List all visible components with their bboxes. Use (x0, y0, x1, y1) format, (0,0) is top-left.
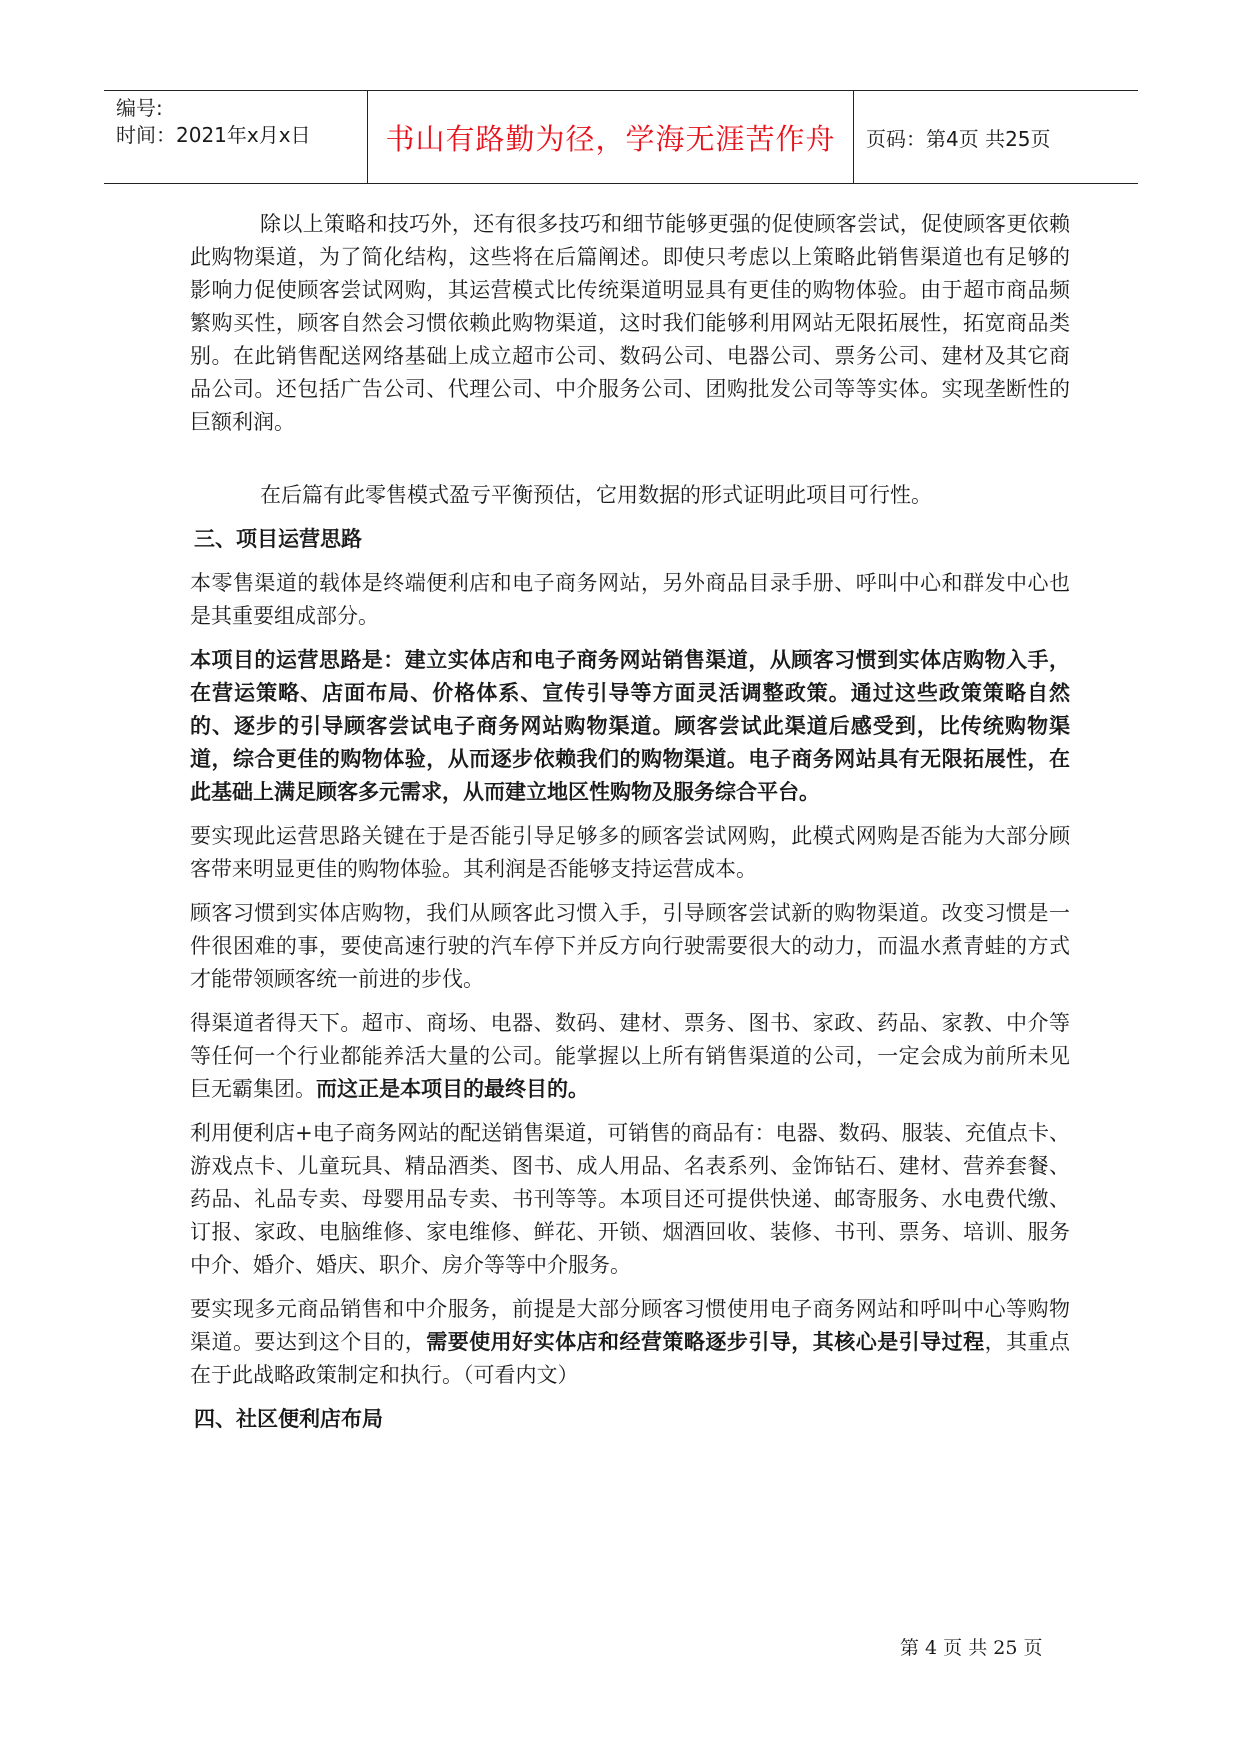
paragraph (190, 1293, 1070, 1392)
header-divider (367, 91, 368, 183)
header-page-number: 页码：第4页 共25页 (866, 126, 1051, 151)
footer-page-number: 第 4 页 共 25 页 (900, 1637, 1043, 1659)
document-body (190, 208, 1070, 1447)
paragraph: 顾客习惯到实体店购物，我们从顾客此习惯入手，引导顾客尝试新的购物渠道。改变习惯是一件很困难的事，要使高速行驶的汽车停下并反方向行驶需要很大的动力，而温水煮青蛙的方式才能带领顾客统一前进的步伐。 (190, 901, 1070, 991)
number-label: 编号: (116, 96, 163, 120)
section-heading: 三、项目运营思路 (194, 527, 362, 551)
paragraph-text: 要实现多元商品销售和中介服务，前提是大部分顾客习惯使用电子商务网站和呼叫中心等购物渠道。要达到这个目的， (190, 1297, 1070, 1354)
paragraph: 在后篇有此零售模式盈亏平衡预估，它用数据的形式证明此项目可行性。 (260, 483, 932, 507)
paragraph-text: 得渠道者得天下。超市、商场、电器、数码、建材、票务、图书、家政、药品、家教、中介等等任何一个行业都能养活大量的公司。能掌握以上所有销售渠道的公司，一定会成为前所未见巨无霸集团。 (190, 1011, 1070, 1101)
time-label: 时间：2021年x月x日 (116, 123, 311, 147)
paragraph: 要实现此运营思路关键在于是否能引导足够多的顾客尝试网购，此模式网购是否能为大部分顾客带来明显更佳的购物体验。其利润是否能够支持运营成本。 (190, 824, 1070, 881)
paragraph (190, 1007, 1070, 1106)
paragraph-emphasis: 需要使用好实体店和经营策略逐步引导，其核心是引导过程 (426, 1330, 985, 1354)
paragraph: 除以上策略和技巧外，还有很多技巧和细节能够更强的促使顾客尝试，促使顾客更依赖此购物渠道，为了简化结构，这些将在后篇阐述。即使只考虑以上策略此销售渠道也有足够的影响力促使顾客尝试网购，其运营模式比传统渠道明显具有更佳的购物体验。由于超市商品频繁购买性，顾客自然会习惯依赖此购物渠道，这时我们能够利用网站无限拓展性，拓宽商品类别。在此销售配送网络基础上成立超市公司、数码公司、电器公司、票务公司、建材及其它商品公司。还包括广告公司、代理公司、中介服务公司、团购批发公司等等实体。实现垄断性的巨额利润。 (190, 212, 1070, 434)
header-motto: 书山有路勤为径，学海无涯苦作舟 (385, 121, 836, 156)
header-divider (853, 91, 854, 183)
document-header (104, 90, 1138, 184)
header-meta (116, 95, 361, 149)
paragraph: 利用便利店+电子商务网站的配送销售渠道，可销售的商品有：电器、数码、服装、充值点卡、游戏点卡、儿童玩具、精品酒类、图书、成人用品、名表系列、金饰钻石、建材、营养套餐、药品、礼品专卖、母婴用品专卖、书刊等等。本项目还可提供快递、邮寄服务、水电费代缴、订报、家政、电脑维修、家电维修、鲜花、开锁、烟酒回收、装修、书刊、票务、培训、服务中介、婚介、婚庆、职介、房介等等中介服务。 (190, 1121, 1070, 1277)
paragraph-bold: 本项目的运营思路是：建立实体店和电子商务网站销售渠道，从顾客习惯到实体店购物入手，在营运策略、店面布局、价格体系、宣传引导等方面灵活调整政策。通过这些政策策略自然的、逐步的引导顾客尝试电子商务网站购物渠道。顾客尝试此渠道后感受到，比传统购物渠道，综合更佳的购物体验，从而逐步依赖我们的购物渠道。电子商务网站具有无限拓展性，在此基础上满足顾客多元需求，从而建立地区性购物及服务综合平台。 (190, 648, 1070, 804)
section-heading: 四、社区便利店布局 (194, 1407, 383, 1431)
paragraph: 本零售渠道的载体是终端便利店和电子商务网站，另外商品目录手册、呼叫中心和群发中心也是其重要组成部分。 (190, 571, 1070, 628)
paragraph-text: ，其重点在于此战略政策制定和执行。（可看内文） (190, 1330, 1071, 1387)
paragraph-emphasis: 而这正是本项目的最终目的。 (316, 1077, 589, 1101)
